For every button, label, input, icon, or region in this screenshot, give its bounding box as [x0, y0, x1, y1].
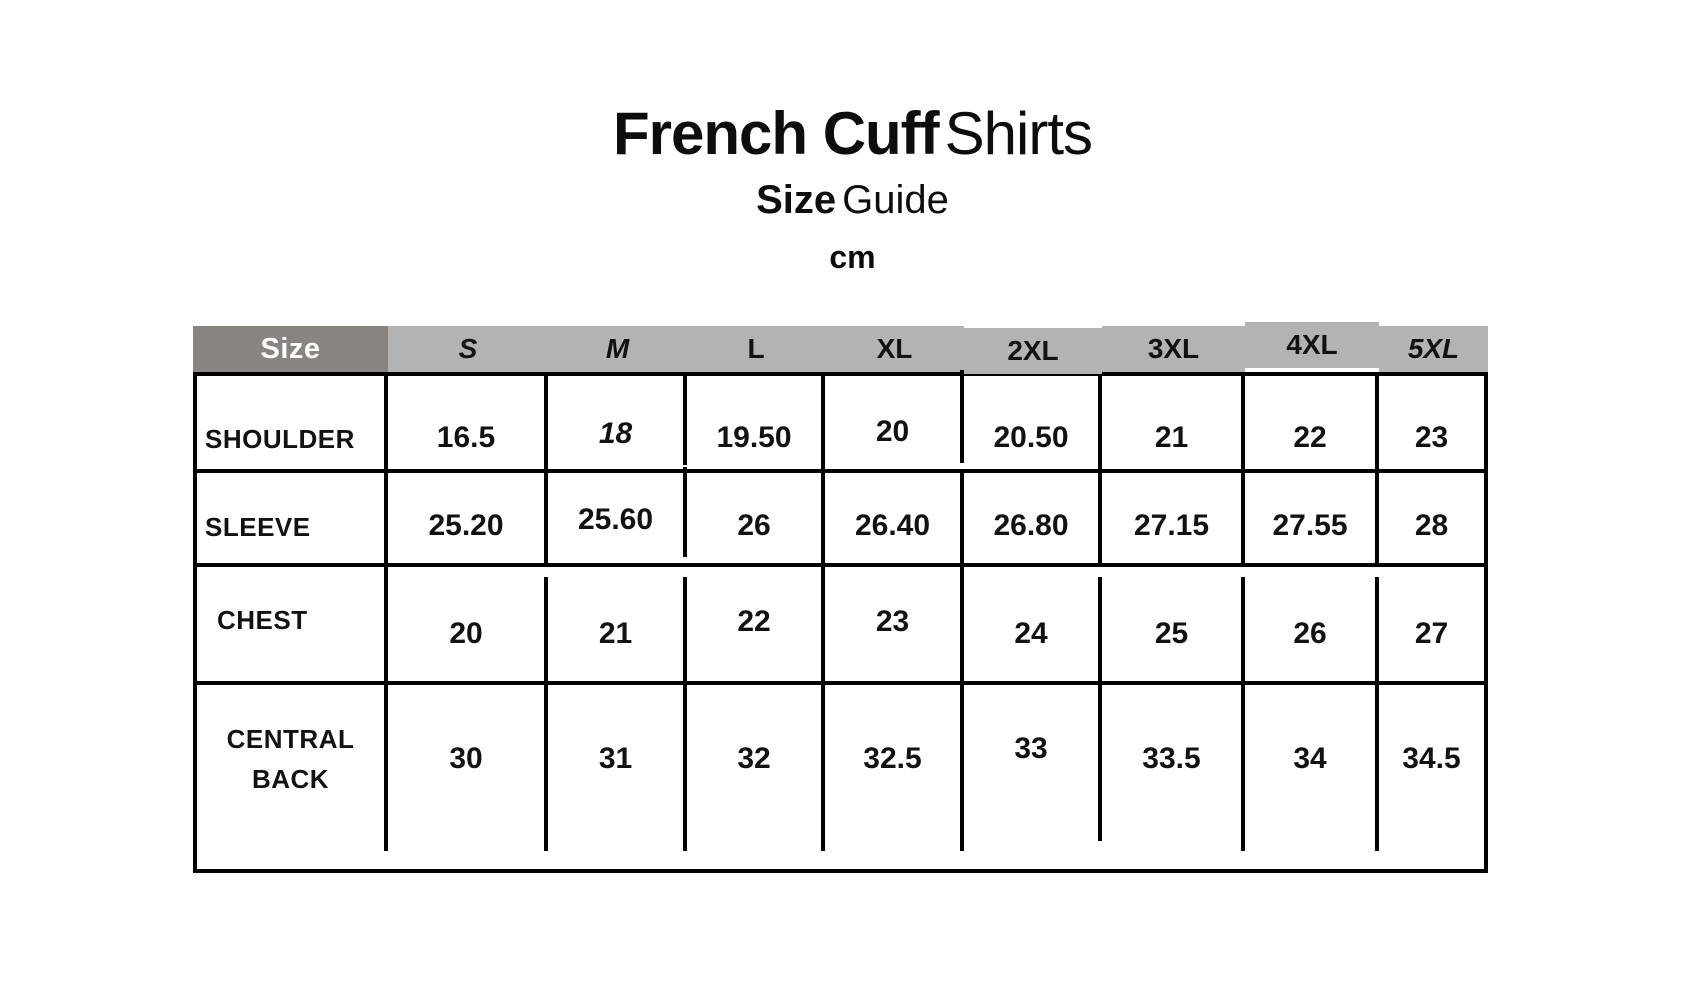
subtitle-guide-word: Guide: [842, 178, 949, 222]
row-label: CENTRAL BACK: [197, 667, 388, 851]
size-value-cell: 27: [1414, 617, 1449, 650]
table-header-row: [193, 326, 1488, 372]
size-value-cell: 25.20: [388, 473, 548, 563]
size-table: [193, 326, 1488, 873]
table-body: [193, 372, 1488, 873]
size-value-cell: 33: [964, 657, 1102, 841]
size-value-cell: 25: [1102, 577, 1245, 691]
header-block: [0, 100, 1705, 276]
size-value-cell: 16.5: [388, 376, 548, 469]
size-value-cell: 20.50: [964, 376, 1102, 469]
table-row-shoulder: [197, 376, 1484, 473]
column-header-s: S: [388, 326, 548, 372]
size-value-cell: 18: [548, 372, 687, 465]
page-title: [0, 100, 1705, 167]
size-value-cell: 22: [687, 565, 825, 679]
size-value-cell: 19.50: [687, 376, 825, 469]
size-value-cell: 26.40: [825, 473, 964, 563]
column-header-l: L: [687, 326, 825, 372]
size-value-cell: 30: [388, 667, 548, 851]
page-subtitle: [0, 178, 1705, 223]
size-value-cell: 32: [687, 667, 825, 851]
row-label: CHEST: [197, 563, 388, 677]
row-label: SHOULDER: [197, 376, 388, 469]
size-value-cell: 23: [825, 565, 964, 679]
unit-label: cm: [829, 239, 876, 275]
table-row-central-back: [197, 685, 1484, 869]
size-value-cell: 21: [1102, 376, 1245, 469]
size-value-cell: 27.15: [1102, 473, 1245, 563]
size-value-cell: 20: [825, 370, 964, 463]
size-value-cell: 24: [964, 577, 1102, 691]
size-value-cell: 31: [548, 667, 687, 851]
title-product-name: French Cuff: [612, 100, 939, 167]
row-label: SLEEVE: [197, 473, 388, 563]
column-header-5xl: 5XL: [1379, 326, 1488, 372]
size-value-cell: 20: [388, 577, 548, 691]
size-value-cell: 28: [1414, 509, 1449, 542]
size-value-cell: 26: [687, 473, 825, 563]
column-header-4xl: 4XL: [1245, 322, 1379, 368]
column-header-xl: XL: [825, 326, 964, 372]
size-value-cell: 23: [1414, 421, 1449, 454]
column-header-m: M: [548, 326, 687, 372]
size-value-cell: 32.5: [825, 667, 964, 851]
subtitle-size-word: Size: [756, 178, 837, 222]
size-value-cell: 22: [1245, 376, 1379, 469]
column-header-2xl: 2XL: [964, 328, 1102, 374]
size-value-cell: 27.55: [1245, 473, 1379, 563]
title-product-type: Shirts: [944, 100, 1093, 167]
size-value-cell: 21: [548, 577, 687, 691]
size-corner-header: Size: [193, 326, 388, 372]
size-value-cell: 25.60: [548, 467, 687, 557]
table-row-sleeve: [197, 473, 1484, 567]
size-value-cell: 33.5: [1102, 667, 1245, 851]
size-value-cell: 34.5: [1402, 742, 1461, 775]
size-value-cell: 34: [1245, 667, 1379, 851]
size-value-cell: 26: [1245, 577, 1379, 691]
size-value-cell: 26.80: [964, 473, 1102, 563]
column-header-3xl: 3XL: [1102, 326, 1245, 372]
